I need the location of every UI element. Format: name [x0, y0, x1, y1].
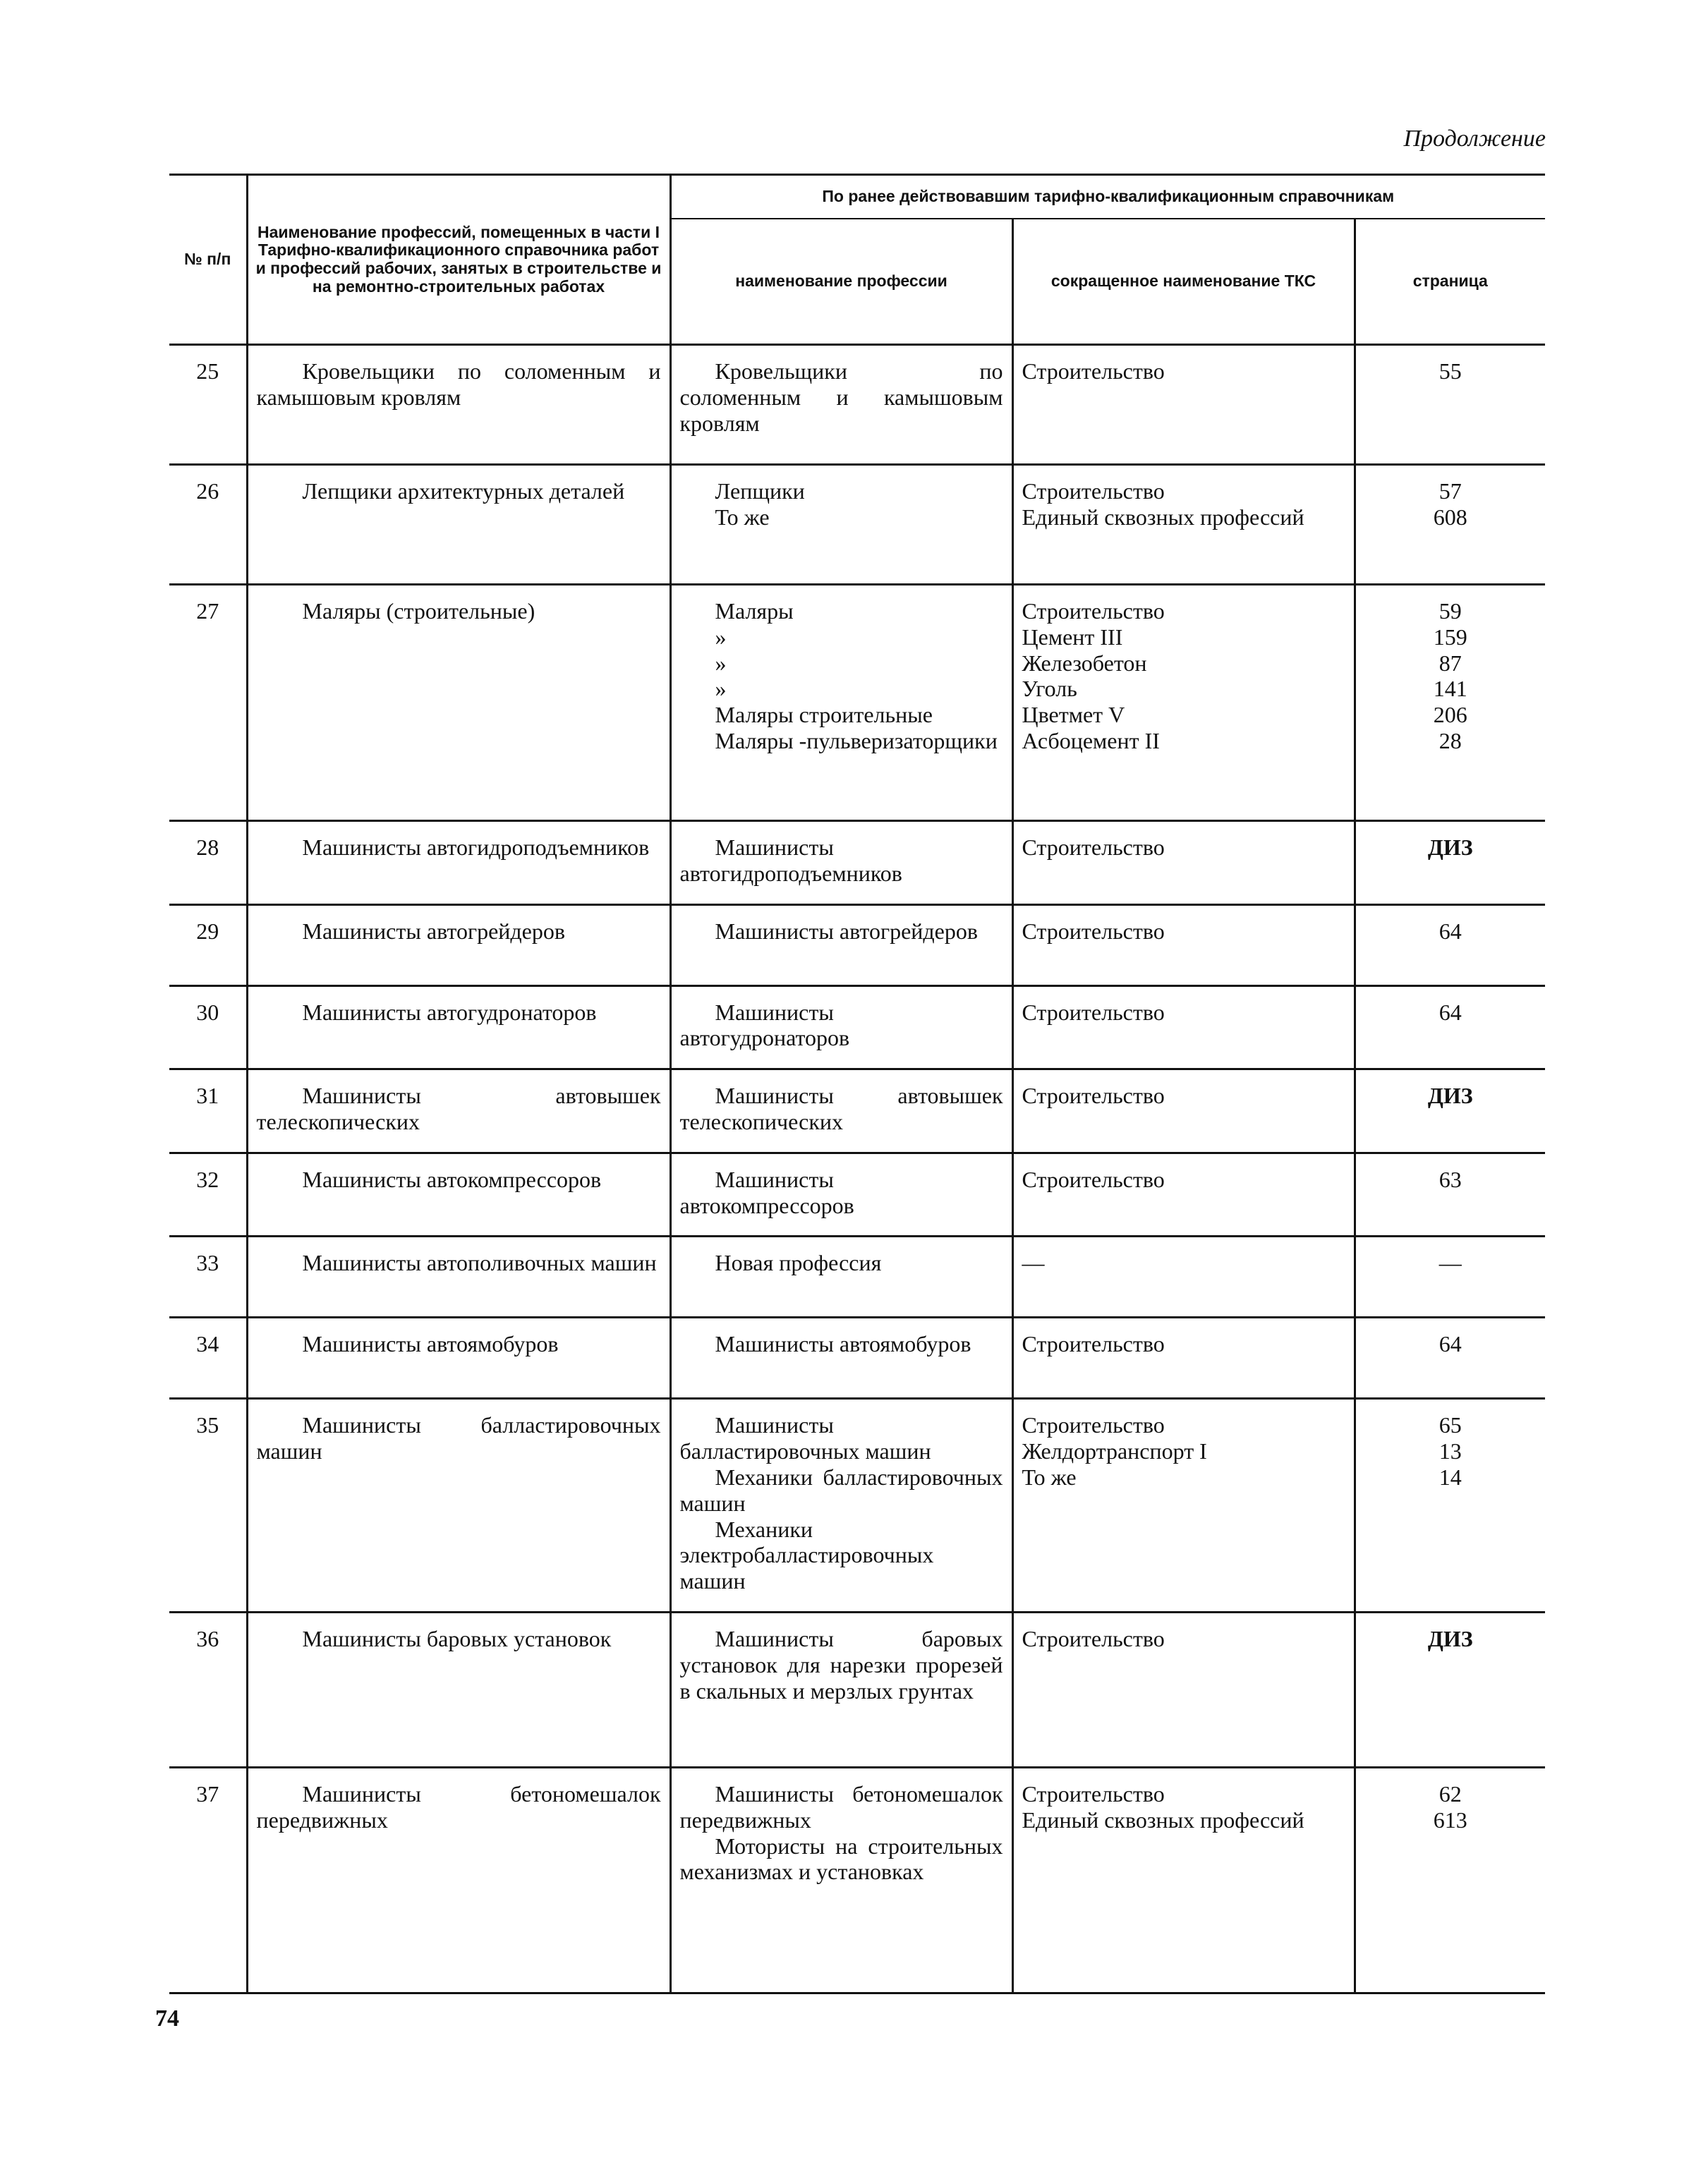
page-cell [1355, 1237, 1545, 1318]
old-profession-cell [670, 1237, 1012, 1318]
old-profession-cell [670, 465, 1012, 585]
page-ref: — [1439, 1250, 1462, 1276]
old-profession-cell [670, 1318, 1012, 1399]
tks-name: Строительство [1022, 918, 1165, 944]
old-profession-name: Машинисты автокомпрессоров [679, 1166, 854, 1218]
tks-cell [1012, 345, 1355, 465]
tks-name: Строительство [1022, 1166, 1165, 1192]
row-number: 36 [169, 1612, 247, 1767]
old-profession-cell [670, 1399, 1012, 1613]
header-profession: Наименование профессий, помещенных в части I Тарифно-квалификационного справочника работ и профессий рабочих, занятых в строительстве и на ремонтно-строительных работах [247, 175, 670, 345]
page-ref: 608 [1433, 504, 1467, 530]
profession-name: Лепщики архитектурных деталей [247, 465, 670, 585]
tks-name: Строительство [1022, 834, 1165, 860]
page-ref: 64 [1439, 918, 1462, 944]
tks-name: Строительство [1022, 358, 1165, 384]
row-number: 28 [169, 821, 247, 905]
header-num: № п/п [169, 175, 247, 345]
page-ref: 62 [1439, 1780, 1462, 1807]
page-cell [1355, 1767, 1545, 1993]
tks-cell [1012, 1069, 1355, 1153]
old-profession-name: » [715, 624, 727, 650]
old-profession-name: Маляры строительные [715, 702, 933, 728]
row-number: 30 [169, 985, 247, 1069]
tks-cell [1012, 1612, 1355, 1767]
tks-name: Уголь [1022, 676, 1077, 702]
page-cell [1355, 465, 1545, 585]
profession-name: Машинисты бетономешалок передвижных [247, 1767, 670, 1993]
old-profession-name: Лепщики [715, 478, 805, 504]
table-body [169, 345, 1545, 1993]
old-profession-name: Машинисты балластировочных машин [679, 1412, 931, 1464]
profession-name: Маляры (строительные) [247, 585, 670, 821]
table-row [169, 585, 1545, 821]
profession-name: Машинисты автогрейдеров [247, 904, 670, 985]
tks-cell [1012, 1153, 1355, 1237]
table-row [169, 985, 1545, 1069]
table-row [169, 904, 1545, 985]
tks-name: Железобетон [1022, 650, 1147, 676]
page-ref: 141 [1433, 676, 1467, 702]
old-profession-name: Механики балластировочных машин [679, 1464, 1003, 1516]
tks-name: То же [1022, 1464, 1077, 1490]
page-ref: 613 [1433, 1807, 1467, 1833]
row-number: 26 [169, 465, 247, 585]
tks-name: Строительство [1022, 1083, 1165, 1109]
old-profession-name: » [715, 676, 727, 702]
table-row [169, 1069, 1545, 1153]
page-ref: 159 [1433, 624, 1467, 650]
page-ref: 14 [1439, 1464, 1462, 1490]
page-cell [1355, 1399, 1545, 1613]
page-cell [1355, 1318, 1545, 1399]
old-profession-name: Новая профессия [715, 1250, 882, 1276]
old-profession-cell [670, 985, 1012, 1069]
profession-table [169, 174, 1545, 1994]
tks-name: Строительство [1022, 1331, 1165, 1357]
row-number: 33 [169, 1237, 247, 1318]
tks-name: Строительство [1022, 999, 1165, 1025]
profession-table-container [169, 174, 1545, 1994]
old-profession-cell [670, 345, 1012, 465]
profession-name: Машинисты автогидроподъемников [247, 821, 670, 905]
tks-cell [1012, 1399, 1355, 1613]
old-profession-cell [670, 821, 1012, 905]
tks-cell [1012, 465, 1355, 585]
header-tks: сокращенное наименование ТКС [1012, 219, 1355, 345]
header-old-name: наименование профессии [670, 219, 1012, 345]
profession-name: Машинисты автовышек телескопических [247, 1069, 670, 1153]
page-ref: 206 [1433, 702, 1467, 728]
table-row [169, 345, 1545, 465]
page-ref: ДИЗ [1427, 834, 1473, 860]
profession-name: Машинисты автогудронаторов [247, 985, 670, 1069]
page-number: 74 [155, 2005, 179, 2032]
profession-name: Машинисты автоямобуров [247, 1318, 670, 1399]
table-row [169, 1767, 1545, 1993]
old-profession-cell [670, 1069, 1012, 1153]
tks-name: Цветмет V [1022, 702, 1125, 728]
old-profession-name: То же [715, 504, 770, 530]
profession-name: Машинисты автокомпрессоров [247, 1153, 670, 1237]
table-row [169, 465, 1545, 585]
page-ref: 65 [1439, 1412, 1462, 1438]
old-profession-name: Маляры [715, 598, 794, 624]
tks-cell [1012, 821, 1355, 905]
page-cell [1355, 1069, 1545, 1153]
page-cell [1355, 985, 1545, 1069]
tks-name: Строительство [1022, 1780, 1165, 1807]
profession-name: Машинисты автополивочных машин [247, 1237, 670, 1318]
old-profession-cell [670, 1153, 1012, 1237]
page-ref: 55 [1439, 358, 1462, 384]
old-profession-name: Мотористы на строительных механизмах и установках [679, 1833, 1003, 1885]
old-profession-name: Машинисты баровых установок для нарезки прорезей в скальных и мерзлых грунтах [679, 1625, 1003, 1704]
tks-cell [1012, 1318, 1355, 1399]
row-number: 31 [169, 1069, 247, 1153]
row-number: 25 [169, 345, 247, 465]
row-number: 35 [169, 1399, 247, 1613]
tks-name: Цемент III [1022, 624, 1123, 650]
page-ref: 57 [1439, 478, 1462, 504]
page-ref: 63 [1439, 1166, 1462, 1192]
page-ref: 13 [1439, 1438, 1462, 1464]
page-cell [1355, 1612, 1545, 1767]
old-profession-cell [670, 585, 1012, 821]
header-page: страница [1355, 219, 1545, 345]
tks-name: Единый сквозных профессий [1022, 1807, 1304, 1833]
tks-name: Строительство [1022, 598, 1165, 624]
tks-name: Единый сквозных профессий [1022, 504, 1304, 530]
old-profession-cell [670, 1612, 1012, 1767]
profession-name: Машинисты балластировочных машин [247, 1399, 670, 1613]
page-ref: 59 [1439, 598, 1462, 624]
page-cell [1355, 345, 1545, 465]
header-previous-handbooks: По ранее действовавшим тарифно-квалификационным справочникам [670, 175, 1545, 219]
old-profession-name: Машинисты автоямобуров [715, 1331, 971, 1357]
table-row [169, 1318, 1545, 1399]
table-row [169, 1153, 1545, 1237]
page-ref: 28 [1439, 727, 1462, 753]
tks-name: Асбоцемент II [1022, 727, 1160, 753]
page-ref: 87 [1439, 650, 1462, 676]
tks-cell [1012, 1767, 1355, 1993]
old-profession-name: Машинисты автогудронаторов [679, 999, 850, 1051]
continuation-label: Продолжение [1403, 126, 1546, 152]
old-profession-cell [670, 904, 1012, 985]
profession-name: Кровельщики по соломенным и камышовым кровлям [247, 345, 670, 465]
row-number: 32 [169, 1153, 247, 1237]
old-profession-name: Машинисты бетономешалок передвижных [679, 1780, 1003, 1833]
tks-name: Строительство [1022, 1412, 1165, 1438]
page-ref: ДИЗ [1427, 1625, 1473, 1651]
old-profession-cell [670, 1767, 1012, 1993]
old-profession-name: » [715, 650, 727, 676]
page-ref: ДИЗ [1427, 1083, 1473, 1109]
tks-name: — [1022, 1250, 1045, 1276]
row-number: 27 [169, 585, 247, 821]
row-number: 34 [169, 1318, 247, 1399]
tks-name: Строительство [1022, 478, 1165, 504]
page-cell [1355, 821, 1545, 905]
table-row [169, 1399, 1545, 1613]
page-ref: 64 [1439, 999, 1462, 1025]
page-cell [1355, 904, 1545, 985]
tks-cell [1012, 985, 1355, 1069]
tks-cell [1012, 585, 1355, 821]
tks-name: Строительство [1022, 1625, 1165, 1651]
profession-name: Машинисты баровых установок [247, 1612, 670, 1767]
row-number: 29 [169, 904, 247, 985]
table-row [169, 821, 1545, 905]
page-cell [1355, 1153, 1545, 1237]
tks-cell [1012, 904, 1355, 985]
tks-cell [1012, 1237, 1355, 1318]
table-row [169, 1237, 1545, 1318]
tks-name: Желдортранспорт I [1022, 1438, 1207, 1464]
old-profession-name: Машинисты автовышек телескопических [679, 1083, 1003, 1134]
page-cell [1355, 585, 1545, 821]
old-profession-name: Кровельщики по соломенным и камышовым кровлям [679, 358, 1003, 436]
old-profession-name: Машинисты автогидроподъемников [679, 834, 902, 886]
old-profession-name: Маляры -пульверизаторщики [715, 727, 998, 753]
table-row [169, 1612, 1545, 1767]
old-profession-name: Механики электробалластировочных машин [679, 1516, 934, 1594]
old-profession-name: Машинисты автогрейдеров [715, 918, 978, 944]
page-ref: 64 [1439, 1331, 1462, 1357]
row-number: 37 [169, 1767, 247, 1993]
